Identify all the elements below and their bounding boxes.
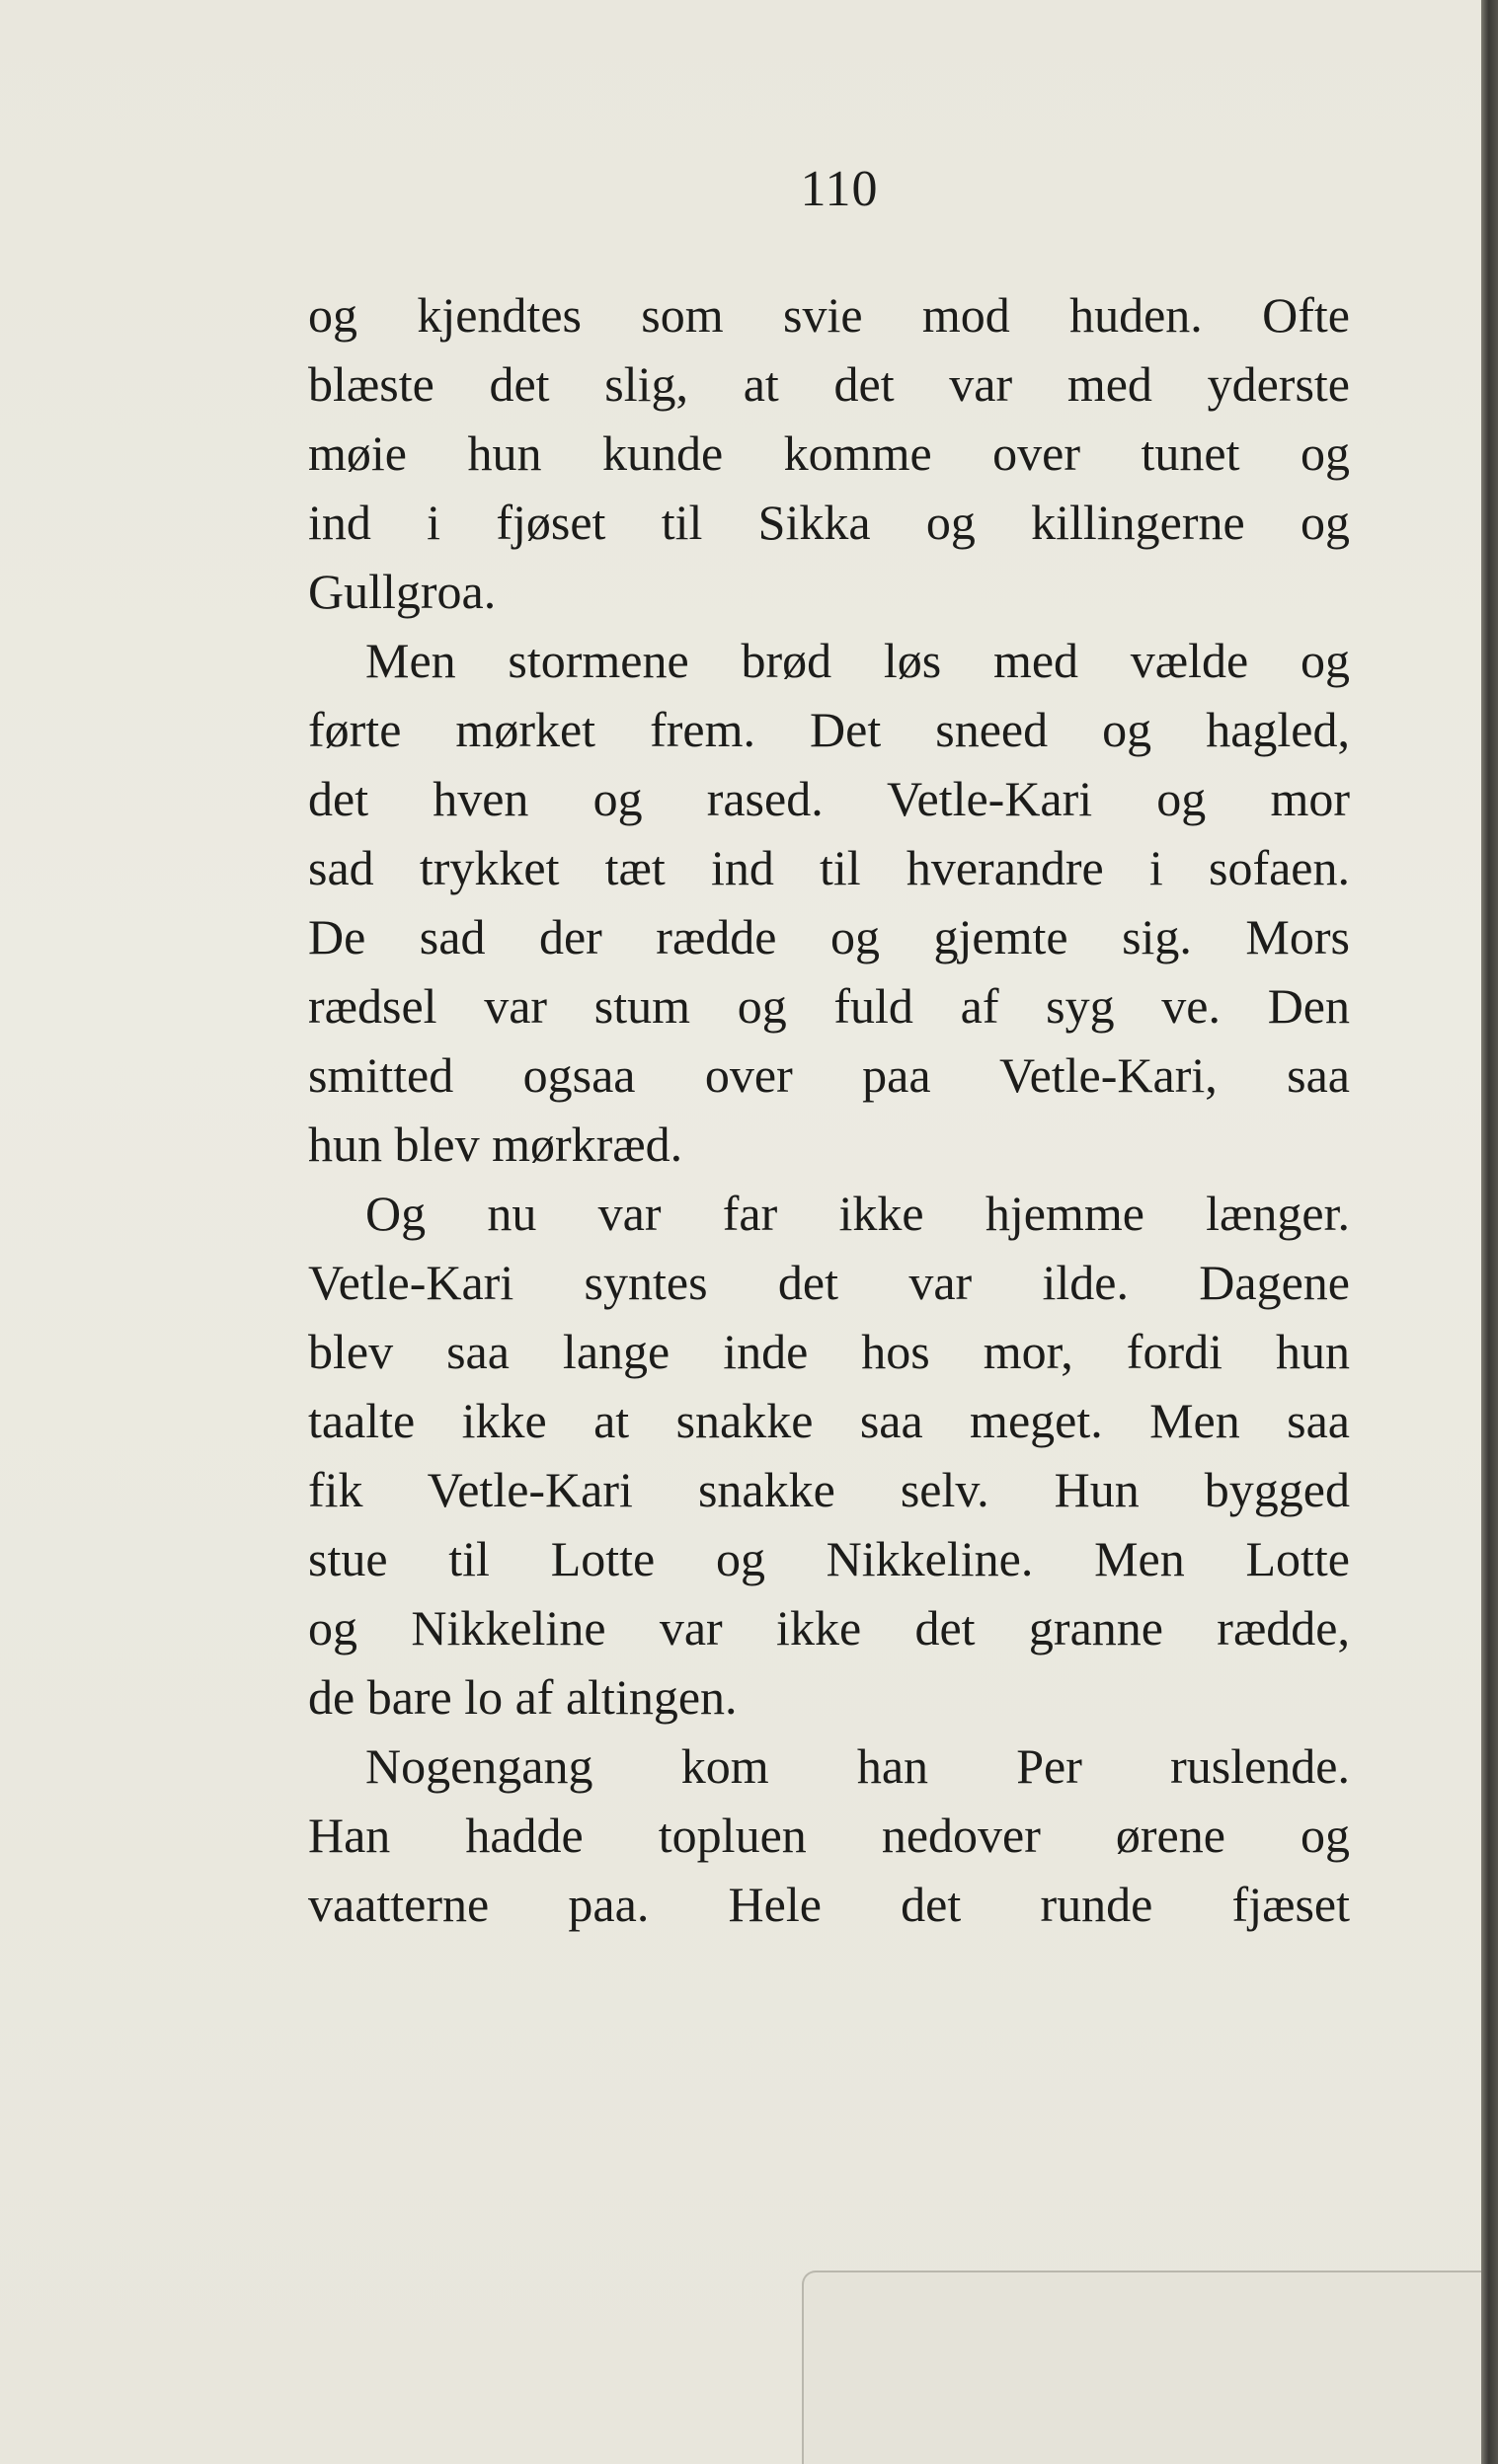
text-line: fik Vetle-Kari snakke selv. Hun bygged — [308, 1462, 1350, 1517]
text-line: Og nu var far ikke hjemme længer. — [365, 1186, 1350, 1241]
text-line: det hven og rased. Vetle-Kari og mor — [308, 771, 1350, 826]
text-line: rædsel var stum og fuld af syg ve. Den — [308, 978, 1350, 1034]
text-line: sad trykket tæt ind til hverandre i sofaen. — [308, 840, 1350, 895]
text-line: førte mørket frem. Det sneed og hagled, — [308, 702, 1350, 757]
text-line: og kjendtes som svie mod huden. Ofte — [308, 287, 1350, 343]
text-line: Gullgroa. — [308, 564, 497, 619]
book-spine-edge — [1481, 0, 1498, 2464]
text-line: møie hun kunde komme over tunet og — [308, 425, 1350, 481]
text-line: smitted ogsaa over paa Vetle-Kari, saa — [308, 1047, 1350, 1103]
body-text — [308, 280, 1350, 1939]
text-line: blæste det slig, at det var med yderste — [308, 356, 1350, 412]
page-corner-mark — [802, 2271, 1481, 2464]
text-line: stue til Lotte og Nikkeline. Men Lotte — [308, 1531, 1350, 1586]
text-line: Men stormene brød løs med vælde og — [365, 633, 1350, 688]
text-line: Vetle-Kari syntes det var ilde. Dagene — [308, 1255, 1350, 1310]
text-line: og Nikkeline var ikke det granne rædde, — [308, 1600, 1350, 1656]
text-line: de bare lo af altingen. — [308, 1669, 738, 1725]
text-line: hun blev mørkræd. — [308, 1116, 683, 1172]
text-line: ind i fjøset til Sikka og killingerne og — [308, 495, 1350, 550]
text-line: vaatterne paa. Hele det runde fjæset — [308, 1877, 1350, 1932]
text-line: blev saa lange inde hos mor, fordi hun — [308, 1324, 1350, 1379]
text-line: taalte ikke at snakke saa meget. Men saa — [308, 1393, 1350, 1448]
text-line: Han hadde topluen nedover ørene og — [308, 1808, 1350, 1863]
text-line: Nogengang kom han Per ruslende. — [365, 1738, 1350, 1794]
text-line: De sad der rædde og gjemte sig. Mors — [308, 909, 1350, 964]
page-number: 110 — [800, 161, 879, 217]
